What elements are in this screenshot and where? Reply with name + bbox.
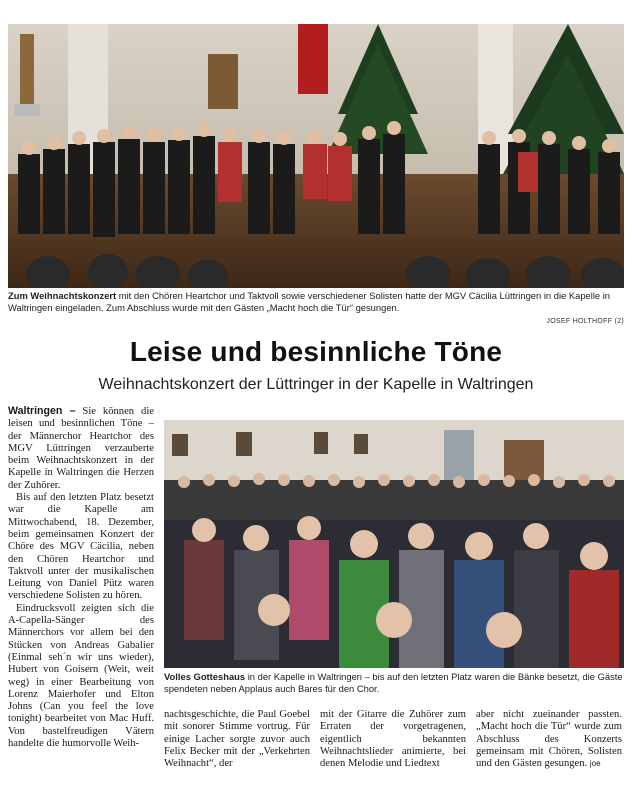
article-column-4	[476, 709, 622, 770]
top-caption-text: mit den Chören Heartchor und Taktvoll sowie verschiedener Solisten hatte der MGV Cäcilia Lüttringen in die Kapelle in Waltringen eingeladen. Zum Abschluss wurde mit den Gästen „Macht hoch die Tür“ gesungen.	[8, 290, 611, 313]
column-2-text: nachtsgeschichte, die Paul Goebel mit sonorer Stimme vortrug. Für einige Lacher sorgte zuvor auch Felix Becker mit der „Verkehrten Weihnacht“, der	[164, 709, 310, 770]
article-headline: Leise und besinnliche Töne	[129, 336, 503, 367]
article-column-1	[8, 405, 154, 750]
top-caption-lead: Zum Weihnachtskonzert	[8, 290, 117, 301]
column-3-text: mit der Gitarre die Zuhörer zum Erraten der vorgetragenen, eigentlich bekannten Weihnachtslieder animierte, bei denen Melodie und Liedtext	[320, 709, 466, 770]
choir-photo-illustration	[8, 24, 624, 288]
intro-text: Sie können die leisen und besinnlichen Töne – der Männerchor Heartchor des MGV Lüttringen verzauberte beim Weihnachtskonzert in der Kapelle in Waltringen die Herzen der Zuhörer.	[8, 406, 154, 491]
second-caption-lead: Volles Gotteshaus	[164, 671, 246, 682]
paragraph-intro	[8, 405, 154, 492]
paragraph-3: Eindrucksvoll zeigten sich die A-Capella-Sänger des Männerchors vor allem bei den Stücken von Andreas Gabalier (Einmal seh´n wir uns wieder), Hubert von Goisern (Weit, weit weg) in einer Bearbeitung von Lorenz Maierhofer und Elton Johns (Can you feel the love tonight) bearbeitet von Mac Huff. Von bastelfreudigen Vätern handelte die humorvolle Weih-	[8, 602, 154, 750]
choir-photo	[8, 24, 624, 288]
author-signature: joe	[589, 759, 601, 769]
paragraph-2: Bis auf den letzten Platz besetzt war die Kapelle am Mittwochabend, 18. Dezember, beim gemeinsamen Konzert der Chöre des MGV Cäcilia, neben den Chören Heartchor und Taktvoll unter der musikalischen Leitung von Daniel Pütz waren verschiedene Solisten zu hören.	[8, 492, 154, 602]
audience-photo-caption	[164, 671, 624, 695]
audience-photo	[164, 420, 624, 668]
article-subheadline: Weihnachtskonzert der Lüttringer in der Kapelle in Waltringen	[98, 376, 534, 393]
article-column-2	[164, 709, 310, 770]
column-4-text	[476, 709, 622, 770]
top-photo-caption	[8, 290, 624, 314]
photo-credit: JOSEF HOLTHOFF (2)	[546, 318, 624, 325]
column-4-body: aber nicht zueinander passten. „Macht hoch die Tür“ wurde zum Abschluss des Konzerts gemeinsam mit Chören, Solisten und den Gästen gesungen.	[476, 709, 622, 770]
second-caption-text: in der Kapelle in Waltringen – bis auf den letzten Platz waren die Bänke besetzt, die Gäste spendeten neben Applaus auch Bares für den Chor.	[164, 671, 623, 694]
audience-photo-illustration	[164, 420, 624, 668]
dateline: Waltringen –	[8, 405, 76, 417]
article-column-3	[320, 709, 466, 770]
